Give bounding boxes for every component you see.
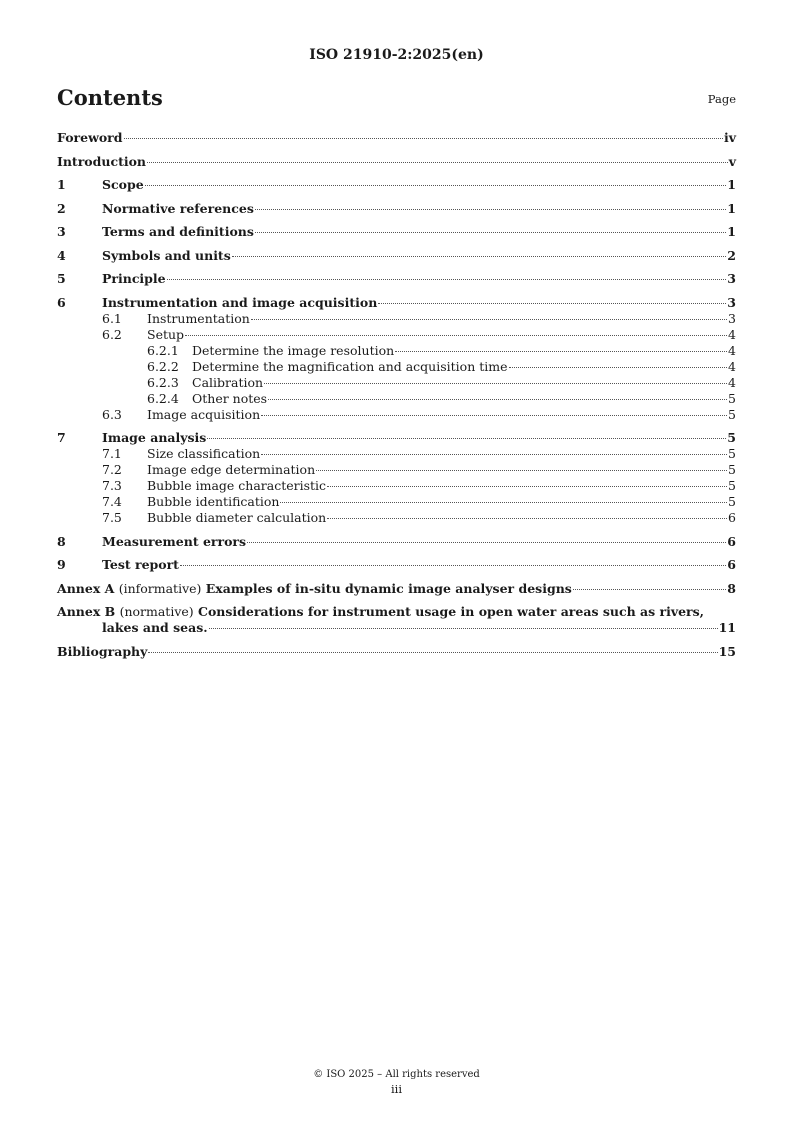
dot-leader — [573, 589, 726, 590]
dot-leader — [209, 628, 718, 629]
toc-page: 5 — [728, 406, 736, 422]
toc-entry-6-2-4[interactable] — [57, 391, 736, 407]
toc-entry-annex-a[interactable] — [57, 581, 736, 605]
annex-b-line1 — [57, 604, 736, 620]
toc-title: Instrumentation — [147, 310, 250, 326]
page-footer — [0, 1067, 793, 1097]
toc-page: 3 — [727, 271, 736, 286]
dot-leader — [145, 185, 727, 186]
dot-leader — [268, 399, 727, 400]
copyright-notice: © ISO 2025 – All rights reserved — [313, 1069, 480, 1080]
toc-number: 6 — [57, 294, 66, 310]
toc-title: Bibliography — [57, 643, 148, 659]
dot-leader — [232, 256, 727, 257]
toc-page: 5 — [728, 478, 736, 493]
toc-title: Normative references — [102, 200, 254, 216]
toc-number: 6.2.2 — [147, 358, 179, 374]
dot-leader — [255, 209, 726, 210]
dot-leader — [147, 162, 728, 163]
toc-number: 2 — [57, 200, 66, 216]
toc-entry-7-2[interactable] — [57, 462, 736, 478]
page-column-label: Page — [707, 92, 736, 106]
toc-page: 4 — [728, 326, 736, 342]
toc-title: Bubble image characteristic — [147, 478, 327, 493]
toc-title: Size classification — [147, 446, 261, 461]
dot-leader — [255, 232, 726, 233]
dot-leader — [261, 454, 727, 455]
toc-page: 3 — [727, 294, 736, 310]
dot-leader — [148, 652, 717, 653]
dot-leader — [261, 415, 727, 416]
annex-title-continued: lakes and seas. — [102, 620, 208, 635]
toc-title: Test report — [102, 557, 179, 572]
toc-page: 5 — [728, 390, 736, 406]
dot-leader — [185, 335, 727, 336]
toc-page: 2 — [727, 247, 736, 263]
annex-title: Considerations for instrument usage in open water areas such as rivers, — [198, 604, 705, 619]
toc-entry-6-2-3[interactable] — [57, 375, 736, 391]
toc-page: 5 — [727, 430, 736, 445]
toc-title: Scope — [102, 177, 144, 192]
toc-title: Setup — [147, 326, 185, 342]
toc-entry-6-2[interactable] — [57, 327, 736, 343]
toc-number: 6.2.3 — [147, 374, 179, 390]
toc-entry-6-3[interactable] — [57, 407, 736, 423]
toc-number: 1 — [57, 177, 66, 192]
toc-entry-3[interactable] — [57, 224, 736, 248]
dot-leader — [316, 470, 727, 471]
page-number: iii — [390, 1082, 403, 1096]
toc-entry-7-3[interactable] — [57, 478, 736, 494]
contents-title: Contents — [57, 85, 163, 110]
toc-number: 9 — [57, 557, 66, 572]
toc-title — [57, 581, 572, 597]
toc-entry-1[interactable] — [57, 177, 736, 201]
annex-kind: (normative) — [119, 604, 194, 619]
toc-title: Instrumentation and image acquisition — [102, 294, 378, 310]
toc-title: Other notes — [192, 390, 268, 406]
dot-leader — [327, 518, 727, 519]
toc-page: 6 — [727, 533, 736, 549]
annex-b-line2 — [57, 620, 736, 636]
toc-page: 1 — [727, 177, 736, 192]
toc-title: Foreword — [57, 130, 123, 145]
dot-leader — [509, 367, 728, 368]
dot-leader — [247, 542, 726, 543]
toc-entry-annex-b[interactable] — [57, 604, 736, 644]
dot-leader — [395, 351, 727, 352]
toc-page: 1 — [727, 200, 736, 216]
toc-title: Bubble diameter calculation — [147, 510, 327, 525]
toc-entry-6-1[interactable] — [57, 311, 736, 327]
toc-number: 6.3 — [102, 406, 122, 422]
toc-number: 7.2 — [102, 462, 122, 477]
toc-page: 8 — [727, 580, 736, 596]
toc-page: 4 — [728, 358, 736, 374]
toc-page: 5 — [728, 462, 736, 477]
toc-number: 7.1 — [102, 446, 122, 461]
toc-page: v — [728, 153, 736, 169]
dot-leader — [280, 502, 727, 503]
toc-title: Determine the image resolution — [192, 342, 395, 358]
toc-title: Image analysis — [102, 430, 207, 445]
dot-leader — [327, 486, 727, 487]
toc-page: 4 — [728, 374, 736, 390]
toc-title: Terms and definitions — [102, 224, 254, 239]
toc-entry-7[interactable] — [57, 430, 736, 446]
table-of-contents — [57, 130, 736, 667]
toc-page: 1 — [727, 224, 736, 239]
dot-leader — [167, 279, 727, 280]
toc-title: Image acquisition — [147, 406, 261, 422]
toc-number: 7.5 — [102, 510, 122, 525]
toc-page: 11 — [718, 620, 736, 635]
toc-entry-6-2-2[interactable] — [57, 359, 736, 375]
toc-entry-8[interactable] — [57, 534, 736, 558]
toc-number: 6.2 — [102, 326, 122, 342]
toc-number: 7.3 — [102, 478, 122, 493]
toc-number: 7.4 — [102, 494, 122, 509]
dot-leader — [180, 565, 726, 566]
toc-page: 15 — [718, 643, 736, 659]
toc-number: 4 — [57, 247, 66, 263]
toc-entry-7-4[interactable] — [57, 494, 736, 510]
toc-number: 3 — [57, 224, 66, 239]
toc-page: 6 — [727, 557, 736, 572]
toc-number: 8 — [57, 533, 66, 549]
toc-page: iv — [723, 130, 736, 145]
toc-entry-2[interactable] — [57, 201, 736, 225]
toc-entry-6-2-1[interactable] — [57, 343, 736, 359]
toc-title: Calibration — [192, 374, 264, 390]
toc-page: 6 — [728, 510, 736, 525]
toc-title: Determine the magnification and acquisition time — [192, 358, 508, 374]
toc-title: Symbols and units — [102, 247, 231, 263]
toc-number: 7 — [57, 430, 66, 445]
toc-title: Introduction — [57, 153, 147, 169]
annex-label: Annex A — [57, 580, 115, 596]
toc-page: 5 — [728, 446, 736, 461]
toc-entry-7-1[interactable] — [57, 446, 736, 462]
dot-leader — [378, 303, 726, 304]
toc-page: 4 — [728, 342, 736, 358]
toc-title: Principle — [102, 271, 166, 286]
toc-entry-foreword[interactable] — [57, 130, 736, 154]
toc-entry-introduction[interactable] — [57, 154, 736, 178]
dot-leader — [207, 438, 726, 439]
toc-number: 5 — [57, 271, 66, 286]
toc-entry-bibliography[interactable] — [57, 644, 736, 668]
toc-title: Image edge determination — [147, 462, 316, 477]
toc-entry-4[interactable] — [57, 248, 736, 272]
toc-number: 6.2.1 — [147, 342, 179, 358]
document-id-header: ISO 21910-2:2025(en) — [309, 47, 484, 63]
toc-entry-9[interactable] — [57, 557, 736, 581]
toc-title: Measurement errors — [102, 533, 247, 549]
annex-label: Annex B — [57, 604, 116, 619]
dot-leader — [124, 138, 723, 139]
toc-entry-5[interactable] — [57, 271, 736, 295]
annex-kind: (informative) — [118, 580, 202, 596]
toc-page: 3 — [728, 310, 736, 326]
toc-number: 6.2.4 — [147, 390, 179, 406]
annex-title: Examples of in-situ dynamic image analyser designs — [205, 580, 572, 596]
toc-page: 5 — [728, 494, 736, 509]
dot-leader — [264, 383, 727, 384]
toc-title: Bubble identification — [147, 494, 280, 509]
toc-entry-7-5[interactable] — [57, 510, 736, 526]
toc-entry-6[interactable] — [57, 295, 736, 311]
dot-leader — [251, 319, 727, 320]
toc-number: 6.1 — [102, 310, 122, 326]
